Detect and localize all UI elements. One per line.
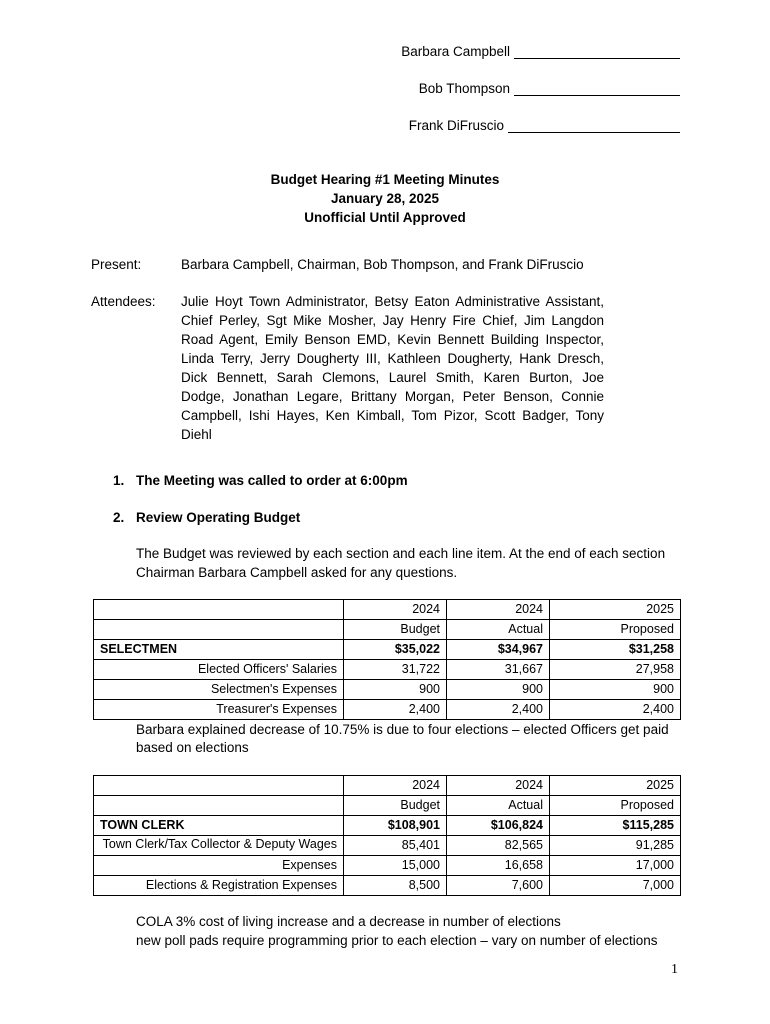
table-cell: 900 <box>344 680 447 700</box>
table-row <box>94 836 681 856</box>
table-cell: Proposed <box>550 796 681 816</box>
present-label: Present: <box>91 257 142 272</box>
table-cell: 2024 <box>344 600 447 620</box>
agenda-number: 2. <box>113 510 125 525</box>
table-header-row <box>94 600 681 620</box>
table-cell: 2024 <box>447 600 550 620</box>
table-cell: 900 <box>550 680 681 700</box>
signature-name: Frank DiFruscio <box>408 118 504 133</box>
section-total: $115,285 <box>550 816 681 836</box>
signature-blank <box>514 83 680 96</box>
table-cell: 2,400 <box>447 700 550 720</box>
line-item-label: Elections & Registration Expenses <box>94 876 344 896</box>
table-cell: 17,000 <box>550 856 681 876</box>
table-cell: Actual <box>447 620 550 640</box>
signature-line-difruscio <box>380 118 680 133</box>
attendees-text: Julie Hoyt Town Administrator, Betsy Eaton Administrative Assistant, Chief Perley, Sgt Mike Mosher, Jay Henry Fire Chief, Jim Langdon Road Agent, Emily Benson EMD, Kevin Bennett Building Inspector, Linda Terry, Jerry Dougherty III, Kathleen Dougherty, Hank Dresch, Dick Bennett, Sarah Clemons, Laurel Smith, Karen Burton, Joe Dodge, Jonathan Legare, Brittany Morgan, Peter Benson, Connie Campbell, Ishi Hayes, Ken Kimball, Tom Pizor, Scott Badger, Tony Diehl <box>181 294 604 442</box>
signature-blank <box>514 46 680 59</box>
section-total: $106,824 <box>447 816 550 836</box>
table-cell: 27,958 <box>550 660 681 680</box>
table-cell: 2,400 <box>550 700 681 720</box>
table-header-row <box>94 620 681 640</box>
signature-name: Bob Thompson <box>418 81 510 96</box>
selectmen-note: Barbara explained decrease of 10.75% is due to four elections – elected Officers get paid based on elections <box>136 722 669 755</box>
table-cell: 16,658 <box>447 856 550 876</box>
table-cell <box>94 776 344 796</box>
table-header-row <box>94 776 681 796</box>
agenda-text: Review Operating Budget <box>136 510 301 525</box>
agenda-text: The Meeting was called to order at 6:00pm <box>136 473 408 488</box>
section-total: $108,901 <box>344 816 447 836</box>
agenda-number: 1. <box>113 473 125 488</box>
review-text: The Budget was reviewed by each section and each line item. At the end of each section Chairman Barbara Campbell asked for any questions. <box>136 546 666 580</box>
town-clerk-note: COLA 3% cost of living increase and a decrease in number of elections <box>136 914 561 929</box>
section-total: $34,967 <box>447 640 550 660</box>
table-row <box>94 660 681 680</box>
signature-blank <box>508 120 680 133</box>
page-number: 1 <box>671 962 678 977</box>
table-row <box>94 700 681 720</box>
section-total: $31,258 <box>550 640 681 660</box>
table-cell: 91,285 <box>550 836 681 856</box>
section-total: $35,022 <box>344 640 447 660</box>
line-item-label: Expenses <box>94 856 344 876</box>
signature-line-thompson <box>380 81 680 96</box>
table-cell: 31,667 <box>447 660 550 680</box>
table-cell: 82,565 <box>447 836 550 856</box>
line-item-label: Town Clerk/Tax Collector & Deputy Wages <box>94 836 344 856</box>
signature-name: Barbara Campbell <box>401 44 510 59</box>
table-cell: 85,401 <box>344 836 447 856</box>
table-row <box>94 680 681 700</box>
table-cell: Proposed <box>550 620 681 640</box>
section-name: TOWN CLERK <box>94 816 344 836</box>
present-text: Barbara Campbell, Chairman, Bob Thompson, and Frank DiFruscio <box>181 257 584 272</box>
table-row <box>94 856 681 876</box>
section-name: SELECTMEN <box>94 640 344 660</box>
selectmen-budget-table <box>93 599 681 720</box>
table-cell: 7,000 <box>550 876 681 896</box>
town-clerk-budget-table <box>93 775 681 896</box>
table-cell: 7,600 <box>447 876 550 896</box>
table-cell: 31,722 <box>344 660 447 680</box>
meeting-date: January 28, 2025 <box>330 191 440 206</box>
table-cell: 2024 <box>344 776 447 796</box>
table-cell: Budget <box>344 796 447 816</box>
table-cell <box>94 600 344 620</box>
table-cell: 900 <box>447 680 550 700</box>
approval-status: Unofficial Until Approved <box>304 210 466 225</box>
table-cell <box>94 796 344 816</box>
table-cell: Actual <box>447 796 550 816</box>
table-cell: 15,000 <box>344 856 447 876</box>
table-cell: 8,500 <box>344 876 447 896</box>
table-section-row <box>94 816 681 836</box>
table-cell: 2025 <box>550 600 681 620</box>
line-item-label: Elected Officers' Salaries <box>94 660 344 680</box>
town-clerk-note: new poll pads require programming prior to each election – vary on number of elections <box>136 933 658 948</box>
table-cell: Budget <box>344 620 447 640</box>
table-cell: 2024 <box>447 776 550 796</box>
agenda-item-1 <box>113 473 408 488</box>
table-section-row <box>94 640 681 660</box>
signature-line-campbell <box>380 44 680 59</box>
line-item-label: Selectmen's Expenses <box>94 680 344 700</box>
table-row <box>94 876 681 896</box>
table-header-row <box>94 796 681 816</box>
table-cell <box>94 620 344 640</box>
table-cell: 2025 <box>550 776 681 796</box>
document-title: Budget Hearing #1 Meeting Minutes <box>270 172 500 187</box>
agenda-item-2 <box>113 510 300 525</box>
table-cell: 2,400 <box>344 700 447 720</box>
attendees-label: Attendees: <box>91 294 156 309</box>
line-item-label: Treasurer's Expenses <box>94 700 344 720</box>
